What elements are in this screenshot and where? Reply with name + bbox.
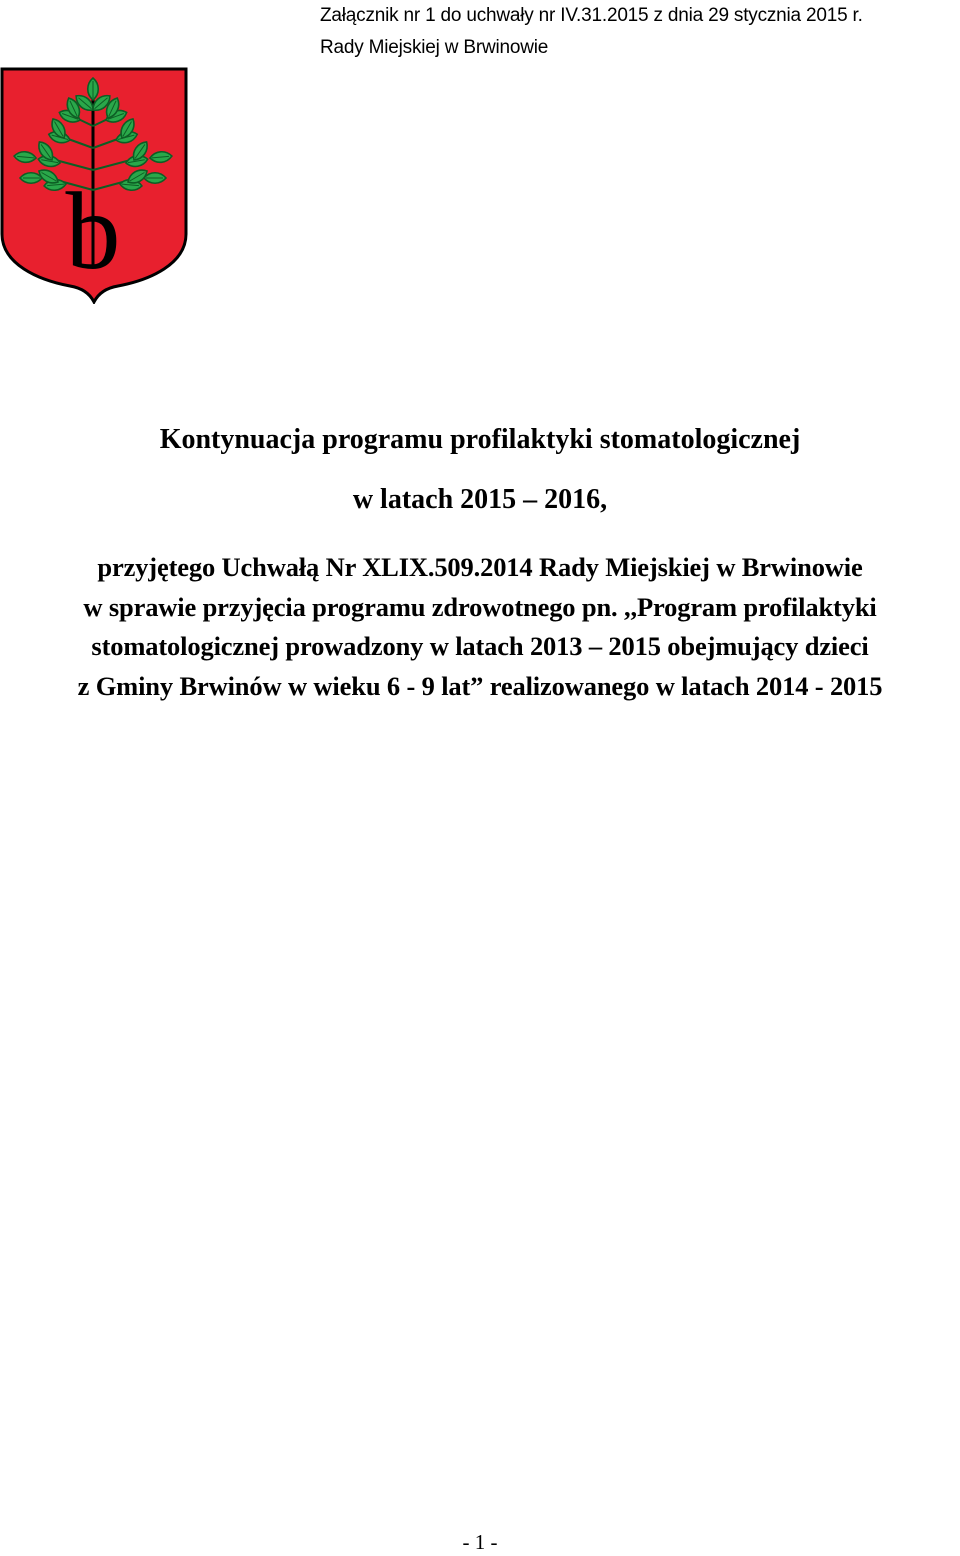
coat-letter: b: [65, 170, 121, 292]
coat-of-arms-logo: [0, 66, 188, 304]
document-title-years: w latach 2015 – 2016,: [352, 484, 608, 515]
annex-line-1: Załącznik nr 1 do uchwały nr IV.31.2015 z dnia 29 stycznia 2015 r.: [320, 5, 863, 26]
body-line-2: w sprawie przyjęcia programu zdrowotnego pn. ,,Program profilaktyki: [83, 591, 877, 622]
coat-of-arms-icon: [0, 66, 188, 304]
body-line-1: przyjętego Uchwałą Nr XLIX.509.2014 Rady Miejskiej w Brwinowie: [97, 552, 863, 582]
annex-header: [320, 0, 960, 64]
document-title: Kontynuacja programu profilaktyki stomatologicznej: [159, 424, 801, 455]
annex-line-2: Rady Miejskiej w Brwinowie: [320, 37, 549, 58]
body-line-4: z Gminy Brwinów w wieku 6 - 9 lat” realizowanego w latach 2014 - 2015: [77, 670, 883, 701]
page-number: - 1 -: [462, 1530, 498, 1554]
resolution-description: [0, 548, 960, 706]
body-line-3: stomatologicznej prowadzony w latach 2013 – 2015 obejmujący dzieci: [91, 631, 869, 661]
